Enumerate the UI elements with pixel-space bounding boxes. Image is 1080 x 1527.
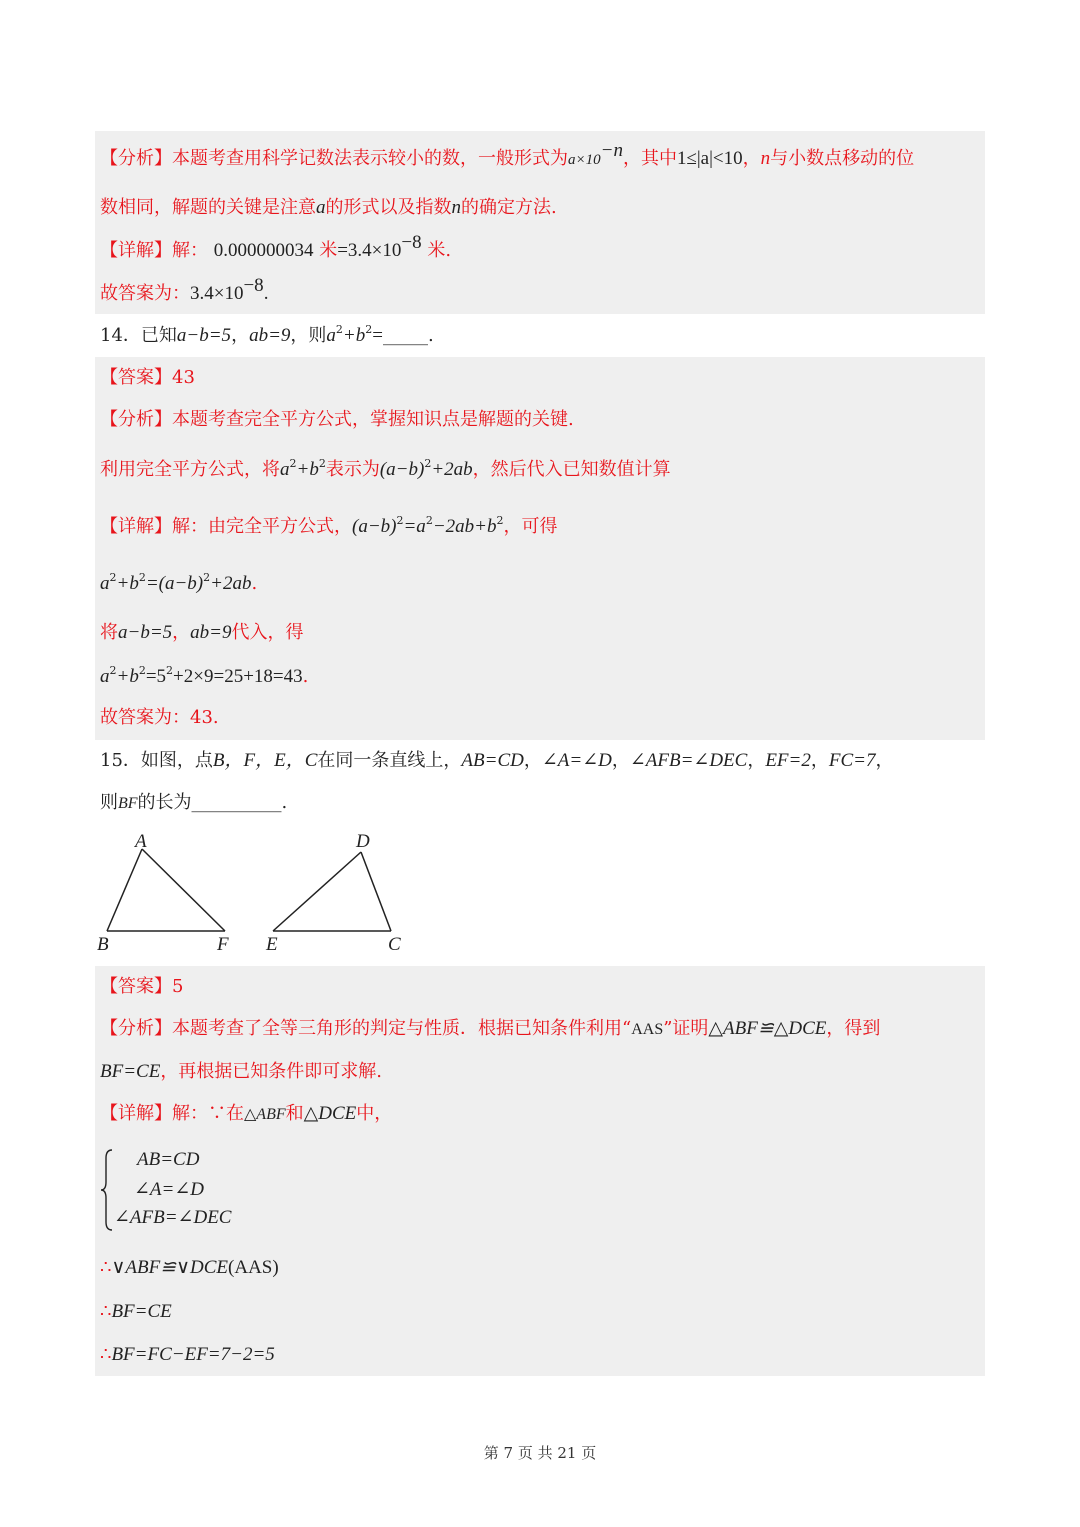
- q15-conclusion2: [100, 1300, 172, 1324]
- analysis-text: ，再根据已知条件即可求解.: [160, 1061, 383, 1082]
- step-text: 将: [100, 622, 118, 643]
- formula-exp: −n: [600, 140, 623, 161]
- therefore-symbol: ∴: [100, 1301, 112, 1322]
- answer-prefix: 故答案为：: [100, 283, 190, 304]
- q14-step1: [100, 572, 257, 596]
- formula: 1≤|a|<10: [676, 148, 743, 169]
- analysis-text: ”证明: [663, 1018, 709, 1039]
- formula: BF=CE: [100, 1061, 161, 1082]
- formula: BF=FC−EF=7−2=5: [111, 1344, 275, 1365]
- page-footer: 第 7 页 共 21 页: [483, 1444, 597, 1462]
- exp: 2: [424, 457, 432, 470]
- detail-text: 解：由完全平方公式，: [172, 516, 352, 537]
- formula: ab=9: [249, 325, 291, 346]
- method-text: 利用完全平方公式，将: [100, 459, 280, 480]
- q14-method: [100, 458, 671, 482]
- label-c: C: [388, 934, 401, 955]
- exp: 2: [335, 323, 343, 336]
- answer-label: 【答案】: [100, 367, 172, 388]
- answer-value: 5: [172, 976, 184, 997]
- exp: 2: [496, 514, 504, 527]
- formula: a: [100, 666, 110, 687]
- answer-value: 43: [172, 367, 195, 388]
- exp: 2: [396, 514, 404, 527]
- q15-question-line2: [100, 791, 287, 816]
- therefore-symbol: ∴: [100, 1344, 112, 1365]
- formula: a: [100, 573, 110, 594]
- analysis-text: 数相同，解题的关键是注意: [100, 197, 316, 218]
- q13-analysis-line2: [100, 196, 557, 220]
- exp: 2: [138, 571, 146, 584]
- formula: (AAS): [228, 1257, 279, 1278]
- formula: (a−b): [352, 516, 397, 537]
- unit: 米.: [427, 240, 452, 261]
- label-a: A: [135, 831, 147, 852]
- q15-analysis-line2: [100, 1060, 382, 1084]
- q15-question-line1: [100, 749, 893, 773]
- formula: =3.4×10: [337, 240, 402, 261]
- punct: .: [251, 573, 258, 594]
- detail-text: 和: [285, 1103, 304, 1124]
- exp: 2: [166, 664, 174, 677]
- q15-answer: [100, 975, 183, 999]
- variable-a: a: [316, 197, 326, 218]
- formula: a: [326, 325, 336, 346]
- formula: (a−b): [379, 459, 425, 480]
- exp: 2: [318, 457, 326, 470]
- segment-af: [142, 849, 225, 931]
- q14-final: 故答案为：43.: [100, 707, 219, 728]
- method-text: ，然后代入已知数值计算: [472, 459, 671, 480]
- punct: ，: [523, 750, 542, 771]
- q13-answer-line: [100, 275, 269, 306]
- formula: ab=9: [190, 622, 232, 643]
- variable-n: n: [760, 148, 771, 169]
- formula: a−b=5: [118, 622, 173, 643]
- formula: =5: [145, 666, 167, 687]
- formula: +b: [116, 573, 139, 594]
- analysis-label: 【分析】: [100, 148, 172, 169]
- analysis-text: 的形式以及指数: [325, 197, 452, 218]
- answer-value: 3.4×10: [190, 283, 244, 304]
- analysis-text: 本题考查了全等三角形的判定与性质．根据已知条件利用“: [172, 1018, 632, 1039]
- q14-question: [100, 324, 434, 348]
- detail-text: 中，: [356, 1103, 393, 1124]
- formula: a: [280, 459, 290, 480]
- therefore-symbol: ∴: [100, 1257, 112, 1278]
- formula: =a: [403, 516, 426, 537]
- system-eq-1: AB=CD: [137, 1149, 200, 1170]
- punct: ，: [231, 325, 250, 346]
- segment-ab: [107, 849, 142, 931]
- formula: −2ab+b: [432, 516, 497, 537]
- formula: +2×9=25+18=43: [173, 666, 303, 687]
- punct: .: [302, 666, 309, 687]
- label-b: B: [97, 934, 109, 955]
- exp: 2: [289, 457, 297, 470]
- detail-text: 解：: [172, 240, 208, 261]
- formula-exp: −8: [401, 232, 422, 253]
- formula: EF=2: [765, 750, 811, 771]
- q15-detail: [100, 1102, 392, 1127]
- system-eq-2: ∠A=∠D: [134, 1179, 204, 1200]
- answer-exp: −8: [243, 275, 264, 296]
- q14-step2: [100, 621, 303, 645]
- step-text: 代入，得: [231, 622, 304, 643]
- left-brace-icon: [100, 1148, 114, 1232]
- punct: ，: [810, 750, 829, 771]
- punct: ，: [172, 622, 191, 643]
- q13-analysis-line1: [100, 140, 915, 172]
- q14-detail: [100, 515, 557, 539]
- detail-label: 【详解】: [100, 1103, 172, 1124]
- detail-text: 解：∵在: [172, 1103, 244, 1124]
- exp: 2: [425, 514, 433, 527]
- punct: .: [263, 283, 269, 304]
- q14-step3: [100, 665, 308, 689]
- variable-n: n: [451, 197, 461, 218]
- formula: a−b=5: [176, 325, 232, 346]
- question-text: 则: [100, 792, 118, 813]
- question-text: 在同一条直线上，: [317, 750, 462, 771]
- punct: ，: [747, 750, 766, 771]
- points: B，F，E，C: [212, 750, 318, 771]
- punct: ，: [611, 750, 630, 771]
- formula: △ABF≌△DCE: [708, 1018, 827, 1039]
- question-text: 的长为: [137, 792, 192, 813]
- formula: +b: [296, 459, 319, 480]
- unit: 米: [319, 240, 338, 261]
- analysis-text: ，其中: [622, 148, 677, 169]
- exp: 2: [109, 664, 117, 677]
- detail-text: ，可得: [503, 516, 558, 537]
- number: 0.000000034: [213, 240, 314, 261]
- q15-analysis-line1: [100, 1017, 880, 1042]
- exp: 2: [109, 571, 117, 584]
- analysis-text: 与小数点移动的位: [770, 148, 915, 169]
- analysis-text: 的确定方法.: [461, 197, 557, 218]
- question-number: 14．已知: [100, 325, 177, 346]
- exp: 2: [365, 323, 373, 336]
- formula: △DCE: [303, 1103, 357, 1124]
- formula: +2ab: [210, 573, 252, 594]
- formula: ∠A=∠D: [541, 750, 612, 771]
- punct: .: [427, 325, 434, 346]
- label-d: D: [356, 831, 370, 852]
- text: ，则: [290, 325, 327, 346]
- aas: AAS: [631, 1021, 664, 1038]
- formula: +b: [342, 325, 366, 346]
- question-text: 15．如图，点: [100, 750, 213, 771]
- formula: BF: [118, 795, 138, 812]
- formula: =(a−b): [145, 573, 204, 594]
- punct: .: [281, 792, 288, 813]
- triangles-figure: [95, 828, 415, 958]
- label-e: E: [266, 934, 278, 955]
- analysis-text: 本题考查用科学记数法表示较小的数，一般形式为: [172, 148, 568, 169]
- answer-blank: _____: [382, 325, 428, 346]
- label-f: F: [217, 934, 229, 955]
- punct: ，: [875, 750, 894, 771]
- q13-detail-line: [100, 232, 452, 263]
- analysis-text: ，得到: [826, 1018, 881, 1039]
- q15-conclusion3: [100, 1343, 275, 1367]
- formula: +b: [116, 666, 139, 687]
- formula: ∨ABF≌∨DCE: [111, 1257, 229, 1278]
- answer-blank: __________: [191, 792, 282, 813]
- formula: △ABF: [244, 1106, 286, 1123]
- formula: ∠AFB=∠DEC: [629, 750, 748, 771]
- formula: +2ab: [431, 459, 473, 480]
- analysis-label: 【分析】: [100, 409, 172, 430]
- detail-label: 【详解】: [100, 240, 172, 261]
- analysis-label: 【分析】: [100, 1018, 172, 1039]
- exp: 2: [138, 664, 146, 677]
- q15-conclusion1: [100, 1256, 279, 1280]
- analysis-text: ，: [742, 148, 761, 169]
- method-text: 表示为: [325, 459, 380, 480]
- exp: 2: [203, 571, 211, 584]
- q14-analysis: [100, 408, 574, 432]
- formula: =: [372, 325, 383, 346]
- formula: a×10: [568, 152, 601, 168]
- detail-label: 【详解】: [100, 516, 172, 537]
- system-eq-3: ∠AFB=∠DEC: [114, 1207, 232, 1228]
- formula: BF=CE: [111, 1301, 172, 1322]
- segment-ed: [273, 852, 361, 931]
- analysis-text: 本题考查完全平方公式，掌握知识点是解题的关键.: [172, 409, 574, 430]
- segment-dc: [361, 852, 391, 931]
- q14-answer: [100, 366, 195, 390]
- formula: AB=CD: [461, 750, 524, 771]
- formula: FC=7: [828, 750, 876, 771]
- answer-label: 【答案】: [100, 976, 172, 997]
